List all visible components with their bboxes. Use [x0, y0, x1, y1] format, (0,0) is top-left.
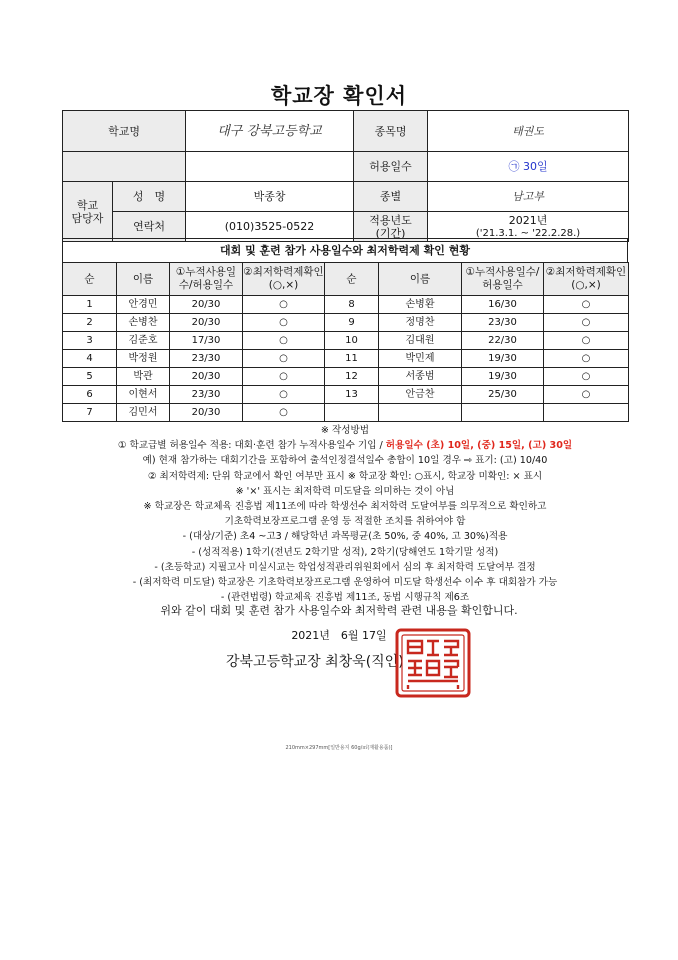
roster-left-name: 박관: [117, 368, 170, 386]
roster-left-check: ○: [243, 386, 325, 404]
year-label: 적용년도 (기간): [354, 212, 428, 242]
official-seal-icon: [394, 627, 472, 699]
header-days-right: ①누적사용일수/허용일수: [462, 263, 544, 296]
notes-line-8: - (성적적용) 1학기(전년도 2학기말 성적), 2학기(당해연도 1학기말 성적): [191, 546, 499, 558]
roster-left-check: ○: [243, 368, 325, 386]
roster-table: [62, 262, 629, 422]
notes-line-4: ※ '×' 표시는 최저학력 미도달을 의미하는 것이 아님: [235, 485, 455, 497]
roster-right-check: ○: [544, 332, 629, 350]
name-label: 성 명: [113, 182, 186, 212]
header-name-right: 이름: [379, 263, 462, 296]
year-period: ('21.3.1. ~ '22.2.28.): [475, 227, 581, 239]
notes-line-3: ② 최저학력제: 단위 학교에서 확인 여부만 표시 ※ 학교장 확인: ○표시, 학교장 미확인: × 표시: [147, 470, 543, 482]
notes-line-2: 예) 현재 참가하는 대회기간을 포함하여 출석인정결석일수 총합이 10일 경우 ⇨ 표기: (고) 10/40: [142, 455, 548, 467]
roster-right-check: ○: [544, 386, 629, 404]
roster-left-check: ○: [243, 404, 325, 422]
table-row: [63, 314, 629, 332]
notes-line-1: [62, 438, 628, 453]
notes-line-9: - (초등학교) 지필고사 미실시교는 학업성적관리위원회에서 심의 후 최저학력 도달여부 결정: [154, 561, 536, 573]
roster-right-days: 23/30: [462, 314, 544, 332]
roster-left-no: 4: [63, 350, 117, 368]
school-label-cont: [63, 152, 186, 182]
roster-left-days: 23/30: [170, 386, 243, 404]
notes-line-5: ※ 학교장은 학교체육 진흥법 제11조에 따라 학생선수 최저학력 도달여부를 의무적으로 확인하고: [143, 501, 547, 513]
roster-right-days: 19/30: [462, 350, 544, 368]
table-row: [63, 404, 629, 422]
roster-left-no: 1: [63, 296, 117, 314]
roster-left-days: 20/30: [170, 314, 243, 332]
roster-left-no: 3: [63, 332, 117, 350]
header-name-left: 이름: [117, 263, 170, 296]
roster-left-days: 20/30: [170, 404, 243, 422]
signer-text: 강북고등학교장 최창욱(직인): [226, 654, 404, 670]
header-no-right: 순: [325, 263, 379, 296]
roster-right-check: [544, 404, 629, 422]
roster-left-check: ○: [243, 332, 325, 350]
notes-block: [62, 423, 628, 605]
contact-value: (010)3525-0522: [186, 212, 354, 242]
roster-left-no: 7: [63, 404, 117, 422]
contact-label: 연락처: [113, 212, 186, 242]
confirm-text: 위와 같이 대회 및 훈련 참가 사용일수와 최저학력 관련 내용을 확인합니다.: [160, 604, 518, 617]
sport-value: 태권도: [428, 111, 629, 152]
roster-right-name: 김대원: [379, 332, 462, 350]
roster-right-name: [379, 404, 462, 422]
roster-right-no: 10: [325, 332, 379, 350]
roster-right-no: [325, 404, 379, 422]
table-row: [63, 386, 629, 404]
roster-right-days: [462, 404, 544, 422]
notes-line-6: 기초학력보장프로그램 운영 등 적절한 조치를 취하여야 함: [224, 516, 466, 528]
manager-label: 학교 담당자: [63, 182, 113, 242]
roster-right-no: 13: [325, 386, 379, 404]
roster-left-name: 박정원: [117, 350, 170, 368]
category-label: 종별: [354, 182, 428, 212]
roster-left-days: 20/30: [170, 368, 243, 386]
notes-line-1-highlight: 허용일수 (초) 10일, (중) 15일, (고) 30일: [385, 440, 573, 452]
notes-heading: ※ 작성방법: [320, 425, 370, 436]
roster-left-no: 2: [63, 314, 117, 332]
roster-right-no: 12: [325, 368, 379, 386]
notes-line-11: - (관련법령) 학교체육 진흥법 제11조, 동법 시행규칙 제6조: [220, 592, 470, 604]
school-value-cont: [186, 152, 354, 182]
roster-right-days: 16/30: [462, 296, 544, 314]
info-table: [62, 110, 629, 242]
roster-left-check: ○: [243, 296, 325, 314]
days-value: ㉠ 30일: [428, 152, 629, 182]
date-text: 2021년 6월 17일: [291, 629, 387, 642]
roster-left-check: ○: [243, 350, 325, 368]
name-value: 박종창: [186, 182, 354, 212]
page-footer: 210mm×297mm[일반용지 60g/㎡(재활용품)]: [285, 745, 393, 751]
document-title: 학교장 확인서: [270, 84, 408, 108]
roster-header-row: [63, 263, 629, 296]
roster-right-name: 서종범: [379, 368, 462, 386]
roster-left-name: 안경민: [117, 296, 170, 314]
roster-right-check: ○: [544, 350, 629, 368]
days-label: 허용일수: [354, 152, 428, 182]
roster-right-no: 9: [325, 314, 379, 332]
roster-left-name: 이현서: [117, 386, 170, 404]
roster-left-name: 김준호: [117, 332, 170, 350]
table-row: [63, 350, 629, 368]
header-check-left: ②최저학력제확인(○,×): [243, 263, 325, 296]
sport-label: 종목명: [354, 111, 428, 152]
roster-right-check: ○: [544, 296, 629, 314]
roster-right-name: 박민제: [379, 350, 462, 368]
table-row: [63, 332, 629, 350]
header-no-left: 순: [63, 263, 117, 296]
notes-line-1-text: ① 학교급별 허용일수 적용: 대회·훈련 참가 누적사용일수 기입 /: [117, 440, 386, 452]
header-days-left: ①누적사용일수/허용일수: [170, 263, 243, 296]
year-cell: [428, 212, 629, 242]
roster-right-name: 손병환: [379, 296, 462, 314]
roster-section-title: 대회 및 훈련 참가 사용일수와 최저학력제 확인 현황: [62, 238, 628, 262]
roster-left-name: 김민서: [117, 404, 170, 422]
roster-right-check: ○: [544, 368, 629, 386]
school-label: 학교명: [63, 111, 186, 152]
roster-right-days: 25/30: [462, 386, 544, 404]
header-check-right: ②최저학력제확인(○,×): [544, 263, 629, 296]
roster-right-no: 11: [325, 350, 379, 368]
roster-left-name: 손병찬: [117, 314, 170, 332]
roster-right-name: 안금찬: [379, 386, 462, 404]
notes-line-7: - (대상/기준) 초4 ~고3 / 해당학년 과목평균(초 50%, 중 40%, 고 30%)적용: [182, 531, 508, 543]
roster-right-name: 정명찬: [379, 314, 462, 332]
roster-left-no: 6: [63, 386, 117, 404]
roster-right-no: 8: [325, 296, 379, 314]
notes-line-10: - (최저학력 미도달) 학교장은 기초학력보장프로그램 운영하여 미도달 학생선수 이수 후 대회참가 가능: [132, 577, 558, 589]
roster-right-check: ○: [544, 314, 629, 332]
table-row: [63, 296, 629, 314]
year-value: 2021년: [508, 213, 548, 227]
category-value: 남고부: [428, 182, 629, 212]
roster-left-days: 23/30: [170, 350, 243, 368]
roster-left-days: 17/30: [170, 332, 243, 350]
roster-right-days: 19/30: [462, 368, 544, 386]
roster-left-no: 5: [63, 368, 117, 386]
school-value: 대구 강북고등학교: [186, 111, 354, 152]
roster-right-days: 22/30: [462, 332, 544, 350]
roster-left-check: ○: [243, 314, 325, 332]
table-row: [63, 368, 629, 386]
roster-left-days: 20/30: [170, 296, 243, 314]
